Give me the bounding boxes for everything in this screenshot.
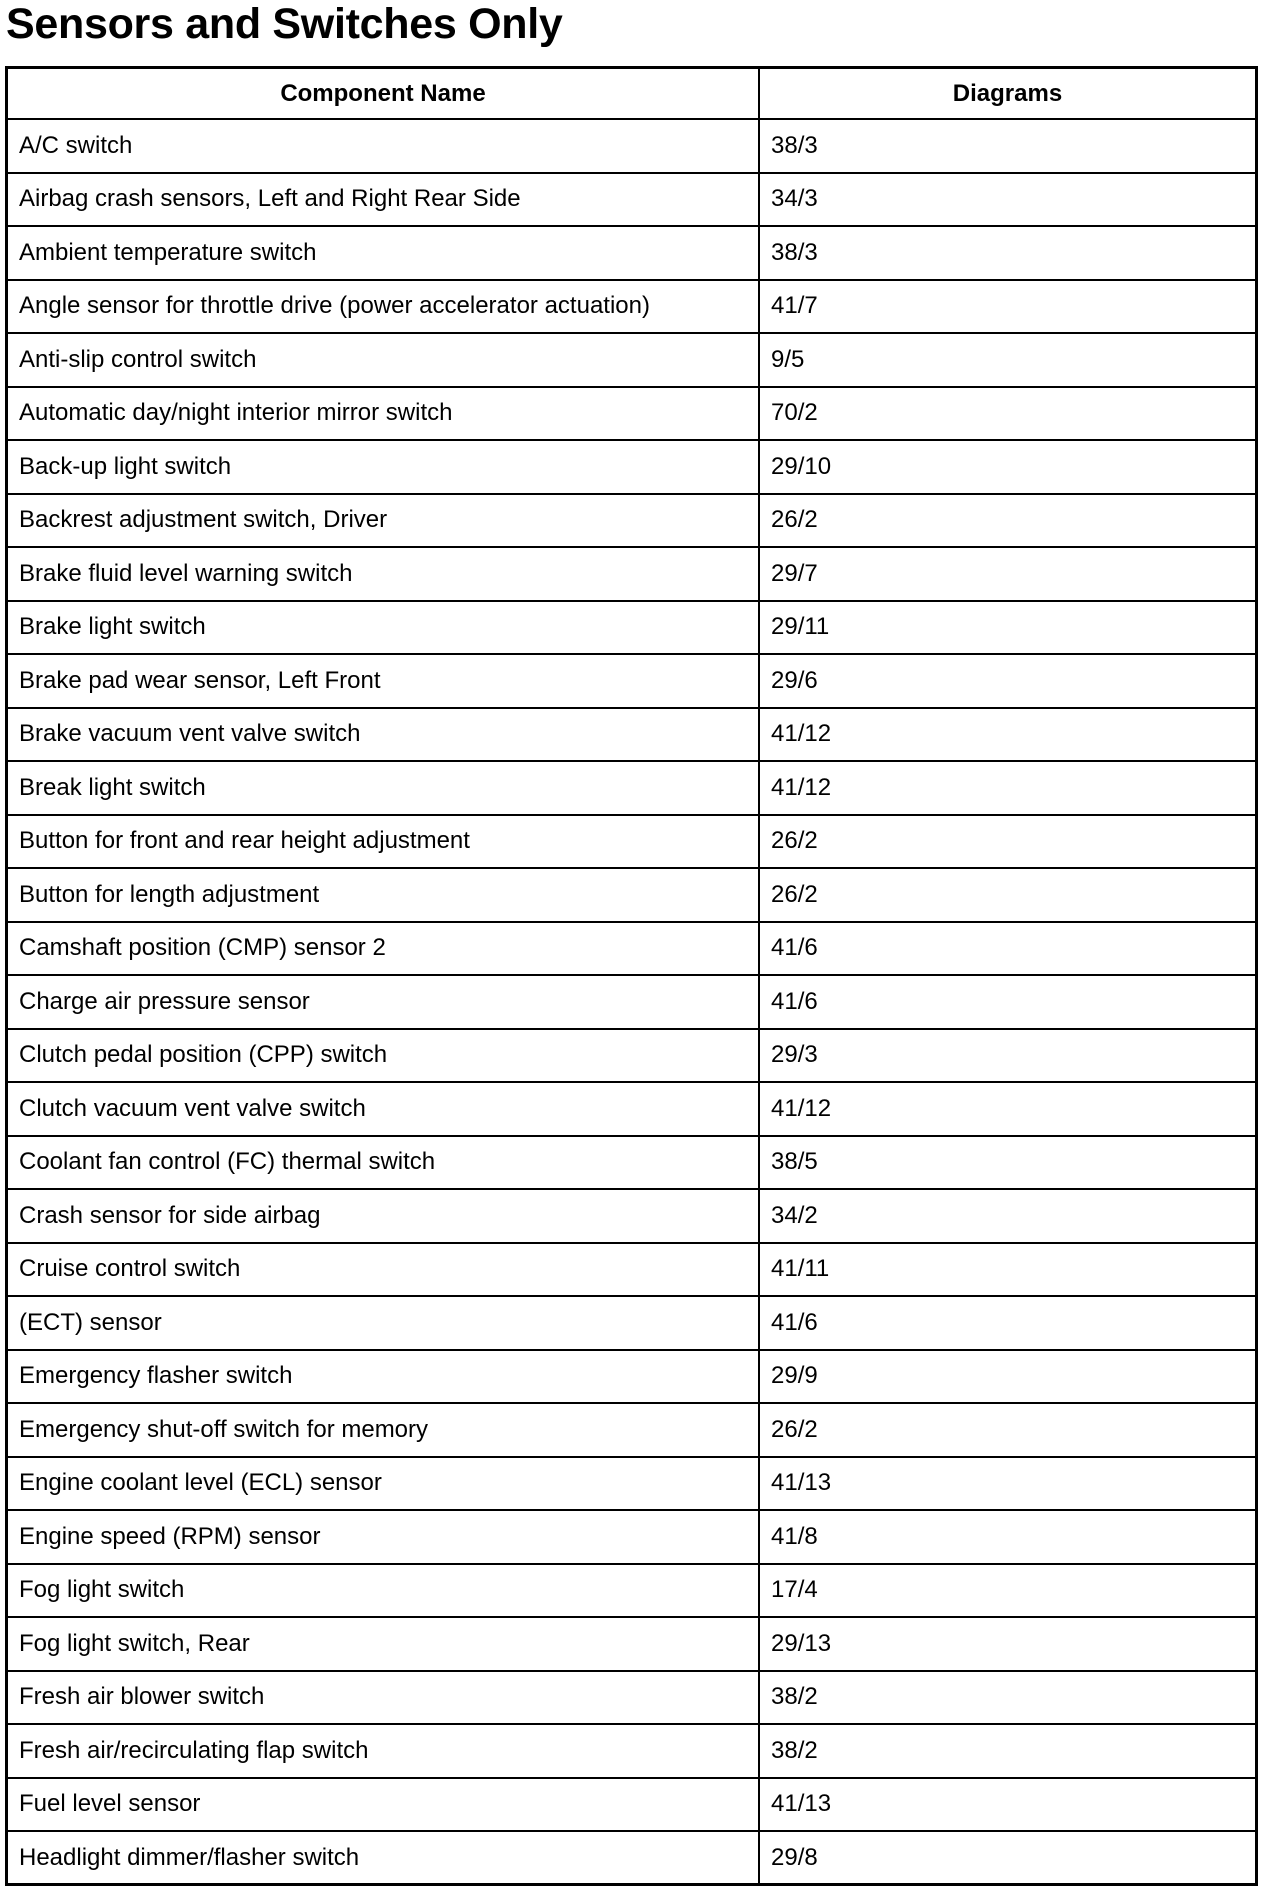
- table-row: [8, 1403, 1255, 1457]
- component-name-cell: Headlight dimmer/flasher switch: [8, 1831, 759, 1885]
- diagram-reference-cell: 41/13: [759, 1778, 1255, 1832]
- diagram-reference-cell: 41/7: [759, 280, 1255, 334]
- diagram-reference-cell: 26/2: [759, 1403, 1255, 1457]
- table-header-row: [8, 69, 1255, 119]
- component-name-cell: Anti-slip control switch: [8, 333, 759, 387]
- component-name-cell: Charge air pressure sensor: [8, 975, 759, 1029]
- diagram-reference-cell: 41/6: [759, 922, 1255, 976]
- component-name-cell: Brake vacuum vent valve switch: [8, 708, 759, 762]
- component-name-cell: Fresh air blower switch: [8, 1671, 759, 1725]
- component-name-cell: Brake light switch: [8, 601, 759, 655]
- diagram-reference-cell: 41/6: [759, 1296, 1255, 1350]
- component-name-cell: Button for length adjustment: [8, 868, 759, 922]
- diagram-reference-cell: 26/2: [759, 868, 1255, 922]
- table-row: [8, 119, 1255, 173]
- diagram-reference-cell: 41/12: [759, 761, 1255, 815]
- component-name-cell: Ambient temperature switch: [8, 226, 759, 280]
- table-row: [8, 1243, 1255, 1297]
- diagram-reference-cell: 38/3: [759, 119, 1255, 173]
- table-row: [8, 1189, 1255, 1243]
- column-header-component-name: Component Name: [8, 69, 759, 119]
- table-row: [8, 868, 1255, 922]
- component-name-cell: Fuel level sensor: [8, 1778, 759, 1832]
- table-row: [8, 1510, 1255, 1564]
- table-row: [8, 1564, 1255, 1618]
- diagram-reference-cell: 70/2: [759, 387, 1255, 441]
- table-row: [8, 1671, 1255, 1725]
- component-name-cell: Emergency flasher switch: [8, 1350, 759, 1404]
- table-row: [8, 1724, 1255, 1778]
- component-name-cell: Engine coolant level (ECL) sensor: [8, 1457, 759, 1511]
- component-name-cell: Coolant fan control (FC) thermal switch: [8, 1136, 759, 1190]
- component-name-cell: Camshaft position (CMP) sensor 2: [8, 922, 759, 976]
- diagram-reference-cell: 29/3: [759, 1029, 1255, 1083]
- component-name-cell: Fresh air/recirculating flap switch: [8, 1724, 759, 1778]
- component-name-cell: Brake fluid level warning switch: [8, 547, 759, 601]
- component-name-cell: Engine speed (RPM) sensor: [8, 1510, 759, 1564]
- components-table-container: [5, 66, 1258, 1886]
- table-row: [8, 1350, 1255, 1404]
- table-row: [8, 494, 1255, 548]
- diagram-reference-cell: 29/13: [759, 1617, 1255, 1671]
- component-name-cell: Brake pad wear sensor, Left Front: [8, 654, 759, 708]
- diagram-reference-cell: 29/7: [759, 547, 1255, 601]
- component-name-cell: Fog light switch: [8, 1564, 759, 1618]
- component-name-cell: Button for front and rear height adjustment: [8, 815, 759, 869]
- diagram-reference-cell: 34/2: [759, 1189, 1255, 1243]
- diagram-reference-cell: 29/11: [759, 601, 1255, 655]
- diagram-reference-cell: 17/4: [759, 1564, 1255, 1618]
- table-row: [8, 547, 1255, 601]
- table-row: [8, 280, 1255, 334]
- component-name-cell: A/C switch: [8, 119, 759, 173]
- table-row: [8, 1136, 1255, 1190]
- component-name-cell: Cruise control switch: [8, 1243, 759, 1297]
- table-row: [8, 387, 1255, 441]
- table-row: [8, 1831, 1255, 1885]
- table-row: [8, 1082, 1255, 1136]
- component-name-cell: Emergency shut-off switch for memory: [8, 1403, 759, 1457]
- component-name-cell: Automatic day/night interior mirror switch: [8, 387, 759, 441]
- diagram-reference-cell: 41/11: [759, 1243, 1255, 1297]
- table-row: [8, 975, 1255, 1029]
- diagram-reference-cell: 38/2: [759, 1671, 1255, 1725]
- table-row: [8, 1778, 1255, 1832]
- diagram-reference-cell: 26/2: [759, 494, 1255, 548]
- table-row: [8, 1296, 1255, 1350]
- diagram-reference-cell: 41/8: [759, 1510, 1255, 1564]
- table-row: [8, 440, 1255, 494]
- component-name-cell: Backrest adjustment switch, Driver: [8, 494, 759, 548]
- table-row: [8, 173, 1255, 227]
- component-name-cell: Clutch vacuum vent valve switch: [8, 1082, 759, 1136]
- diagram-reference-cell: 41/13: [759, 1457, 1255, 1511]
- diagram-reference-cell: 41/12: [759, 708, 1255, 762]
- table-row: [8, 1457, 1255, 1511]
- component-name-cell: Clutch pedal position (CPP) switch: [8, 1029, 759, 1083]
- component-name-cell: Airbag crash sensors, Left and Right Rear Side: [8, 173, 759, 227]
- diagram-reference-cell: 26/2: [759, 815, 1255, 869]
- diagram-reference-cell: 29/6: [759, 654, 1255, 708]
- table-row: [8, 761, 1255, 815]
- diagram-reference-cell: 41/6: [759, 975, 1255, 1029]
- component-name-cell: (ECT) sensor: [8, 1296, 759, 1350]
- column-header-diagrams: Diagrams: [759, 69, 1255, 119]
- components-table: [8, 69, 1255, 1885]
- component-name-cell: Crash sensor for side airbag: [8, 1189, 759, 1243]
- table-row: [8, 708, 1255, 762]
- component-name-cell: Break light switch: [8, 761, 759, 815]
- diagram-reference-cell: 38/5: [759, 1136, 1255, 1190]
- component-name-cell: Back-up light switch: [8, 440, 759, 494]
- table-row: [8, 1617, 1255, 1671]
- diagram-reference-cell: 34/3: [759, 173, 1255, 227]
- diagram-reference-cell: 29/9: [759, 1350, 1255, 1404]
- table-row: [8, 226, 1255, 280]
- table-row: [8, 922, 1255, 976]
- component-name-cell: Fog light switch, Rear: [8, 1617, 759, 1671]
- diagram-reference-cell: 38/3: [759, 226, 1255, 280]
- component-name-cell: Angle sensor for throttle drive (power accelerator actuation): [8, 280, 759, 334]
- table-row: [8, 333, 1255, 387]
- diagram-reference-cell: 38/2: [759, 1724, 1255, 1778]
- page-title: Sensors and Switches Only: [6, 0, 563, 48]
- diagram-reference-cell: 29/8: [771, 1844, 818, 1872]
- table-body: [8, 119, 1255, 1885]
- table-row: [8, 815, 1255, 869]
- diagram-reference-cell: 9/5: [759, 333, 1255, 387]
- diagram-reference-cell: 29/10: [759, 440, 1255, 494]
- table-row: [8, 654, 1255, 708]
- diagram-reference-cell: 41/12: [759, 1082, 1255, 1136]
- table-row: [8, 1029, 1255, 1083]
- table-row: [8, 601, 1255, 655]
